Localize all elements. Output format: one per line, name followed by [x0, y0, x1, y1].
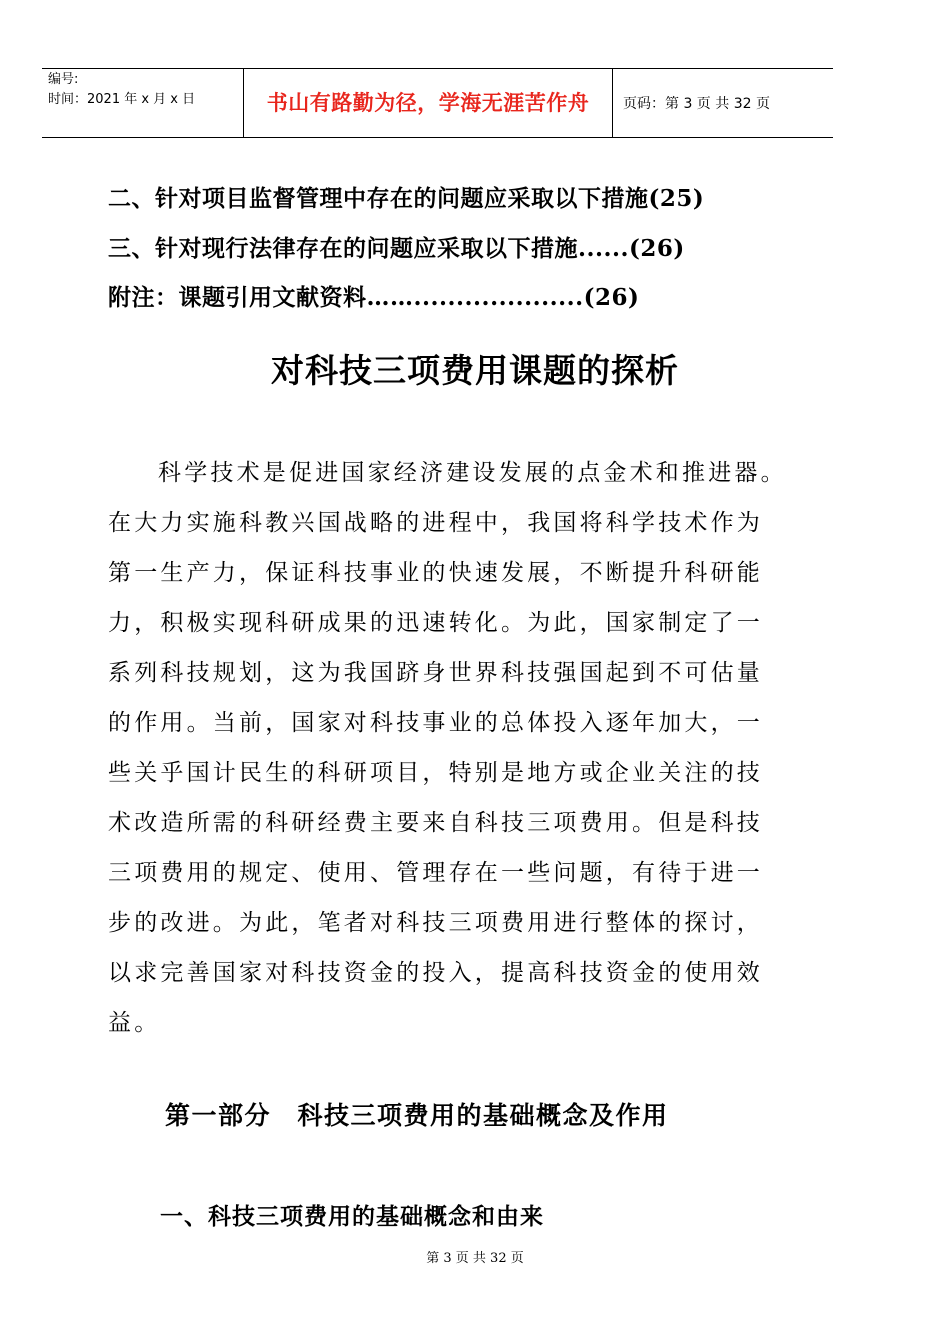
- paragraph-line: 系列科技规划，这为我国跻身世界科技强国起到不可估量: [108, 660, 763, 686]
- document-time-label: 时间：2021 年 x 月 x 日: [48, 92, 196, 107]
- toc-entry: 附注：课题引用文献资料……....................(26): [108, 284, 640, 311]
- header-meta-cell: [42, 69, 244, 137]
- paragraph-line: 术改造所需的科研经费主要来自科技三项费用。但是科技: [108, 810, 763, 836]
- paragraph-line: 以求完善国家对科技资金的投入，提高科技资金的使用效: [108, 960, 763, 986]
- page-footer: 第 3 页 共 32 页: [426, 1251, 524, 1266]
- paragraph-line: 力，积极实现科研成果的迅速转化。为此，国家制定了一: [108, 610, 763, 636]
- page-header: [42, 68, 833, 138]
- paragraph-line: 三项费用的规定、使用、管理存在一些问题，有待于进一: [108, 860, 763, 886]
- paragraph-line: 步的改进。为此，笔者对科技三项费用进行整体的探讨，: [108, 910, 763, 936]
- document-title: 对科技三项费用课题的探析: [271, 351, 679, 390]
- section-heading: 第一部分 科技三项费用的基础概念及作用: [165, 1101, 669, 1130]
- paragraph-line: 些关乎国计民生的科研项目，特别是地方或企业关注的技: [108, 760, 763, 786]
- header-motto: 书山有路勤为径，学海无涯苦作舟: [244, 69, 613, 137]
- header-page-info: 页码：第 3 页 共 32 页: [623, 96, 770, 112]
- toc-entry: 三、针对现行法律存在的问题应采取以下措施......(26): [108, 235, 685, 262]
- toc-entry: 二、针对项目监督管理中存在的问题应采取以下措施(25): [108, 185, 705, 212]
- paragraph-line: 益。: [108, 1010, 161, 1036]
- paragraph-line: 在大力实施科教兴国战略的进程中，我国将科学技术作为: [108, 510, 763, 536]
- paragraph-line: 的作用。当前，国家对科技事业的总体投入逐年加大，一: [108, 710, 763, 736]
- document-number-label: 编号:: [48, 72, 79, 87]
- body-paragraph: [108, 448, 790, 1048]
- paragraph-line: 科学技术是促进国家经济建设发展的点金术和推进器。: [158, 460, 787, 486]
- paragraph-line: 第一生产力，保证科技事业的快速发展，不断提升科研能: [108, 560, 763, 586]
- sub-heading: 一、科技三项费用的基础概念和由来: [160, 1203, 544, 1230]
